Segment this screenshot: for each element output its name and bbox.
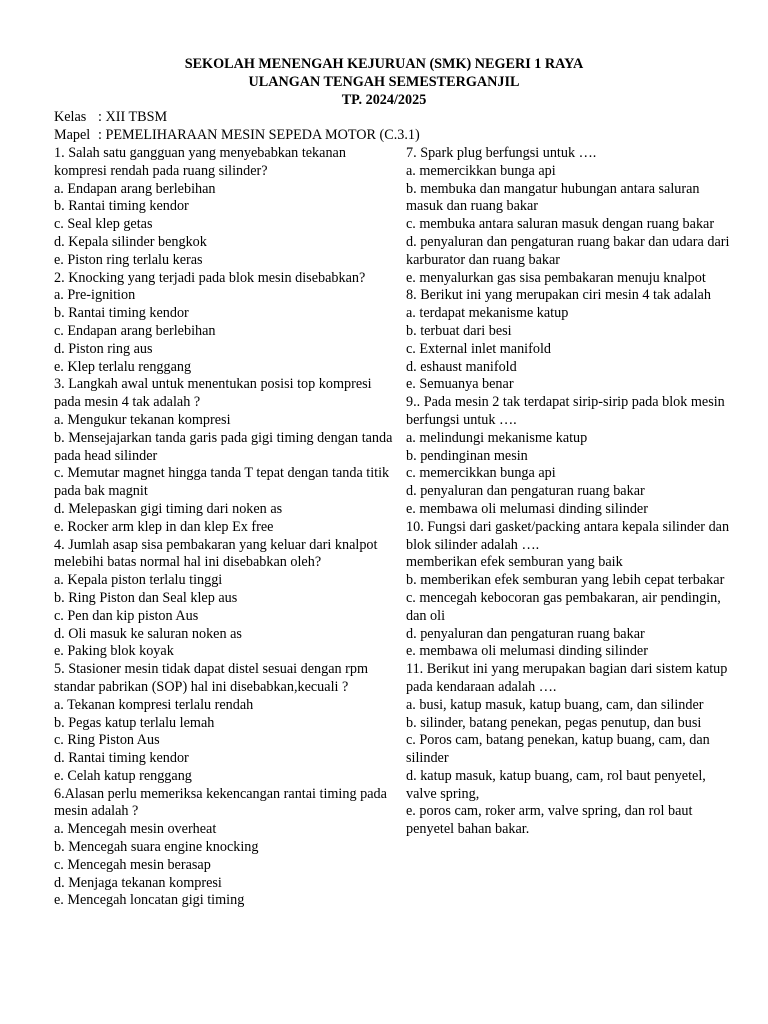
answer-option: a. melindungi mekanisme katup [406,429,588,446]
question-stem: 2. Knocking yang terjadi pada blok mesin disebabkan? [54,269,366,286]
question-stem: 6.Alasan perlu memeriksa kekencangan rantai timing pada mesin adalah ? [54,785,387,820]
answer-option: b. Rantai timing kendor [54,198,189,215]
answer-option: a. Pre-ignition [54,287,136,304]
answer-option: b. Ring Piston dan Seal klep aus [54,589,238,606]
right-question-column [406,145,732,839]
answer-option: d. Menjaga tekanan kompresi [54,874,222,891]
answer-option: e. membawa oli melumasi dinding silinder [406,643,648,660]
answer-option: a. Mengukur tekanan kompresi [54,411,231,428]
answer-option: e. Piston ring terlalu keras [54,251,203,268]
answer-option: e. menyalurkan gas sisa pembakaran menuju knalpot [406,269,706,286]
school-name: SEKOLAH MENENGAH KEJURUAN (SMK) NEGERI 1 RAYA [184,56,584,72]
mapel-value: : PEMELIHARAAN MESIN SEPEDA MOTOR (C.3.1) [98,126,420,143]
answer-option: c. Pen dan kip piston Aus [54,607,199,624]
answer-option: b. Rantai timing kendor [54,305,189,322]
answer-option: e. Klep terlalu renggang [54,358,192,375]
answer-option: d. penyaluran dan pengaturan ruang bakar [406,625,645,642]
question-item [406,661,732,839]
school-year: TP. 2024/2025 [341,91,427,108]
question-stem: 5. Stasioner mesin tidak dapat distel sesuai dengan rpm standar pabrikan (SOP) hal ini disebabkan,kecuali ? [54,661,369,695]
answer-option: a. Endapan arang berlebihan [54,180,216,197]
kelas-label: Kelas [54,109,87,125]
answer-option: c. Endapan arang berlebihan [54,322,216,339]
question-stem: 9.. Pada mesin 2 tak terdapat sirip-sirip pada blok mesin berfungsi untuk …. [406,394,725,428]
answer-option: a. Kepala piston terlalu tinggi [54,572,223,589]
answer-option: b. terbuat dari besi [406,322,512,339]
answer-option: d. Piston ring aus [54,340,153,357]
answer-option: e. Semuanya benar [406,376,514,393]
answer-option: c. Seal klep getas [54,216,153,233]
answer-option: a. terdapat mekanisme katup [406,305,569,322]
question-item [54,145,394,270]
mapel-label: Mapel [54,126,91,143]
answer-option: e. Mencegah loncatan gigi timing [54,892,245,909]
document-header [0,56,768,109]
mapel-row [54,127,734,145]
answer-option: b. membuka dan mangatur hubungan antara saluran masuk dan ruang bakar [406,180,700,215]
question-item [54,786,394,911]
exam-meta [54,109,734,145]
answer-option: a. Tekanan kompresi terlalu rendah [54,696,254,713]
question-item [54,376,394,536]
answer-option: d. eshaust manifold [406,358,517,375]
question-item [54,537,394,662]
answer-option: b. silinder, batang penekan, pegas penutup, dan busi [406,714,702,731]
answer-option: c. memercikkan bunga api [406,465,556,482]
kelas-value: : XII TBSM [98,109,168,125]
answer-option: c. Memutar magnet hingga tanda T tepat dengan tanda titik pada bak magnit [54,465,390,500]
answer-option: d. penyaluran dan pengaturan ruang bakar dan udara dari karburator dan ruang bakar [406,233,730,268]
answer-option: e. Celah katup renggang [54,767,192,784]
question-item [406,145,732,287]
question-item [54,270,394,377]
question-item [406,394,732,519]
answer-option: e. Rocker arm klep in dan klep Ex free [54,518,274,535]
exam-title: ULANGAN TENGAH SEMESTERGANJIL [248,73,520,90]
left-question-column [54,145,394,910]
answer-option: b. memberikan efek semburan yang lebih cepat terbakar [406,572,725,589]
answer-option: c. Poros cam, batang penekan, katup buang, cam, dan silinder [406,732,710,767]
answer-option: c. Mencegah mesin berasap [54,856,211,873]
answer-option: d. Oli masuk ke saluran noken as [54,625,242,642]
question-stem: 7. Spark plug berfungsi untuk …. [406,145,597,161]
question-stem: 10. Fungsi dari gasket/packing antara kepala silinder dan blok silinder adalah …. [406,518,730,553]
answer-option: a. Mencegah mesin overheat [54,821,217,838]
answer-option: d. Rantai timing kendor [54,750,189,767]
question-item [54,661,394,786]
answer-option: d. katup masuk, katup buang, cam, rol baut penyetel, valve spring, [406,767,706,802]
answer-option: b. Mencegah suara engine knocking [54,839,259,856]
answer-option: d. penyaluran dan pengaturan ruang bakar [406,483,645,500]
answer-option: c. External inlet manifold [406,340,551,357]
answer-option: b. Mensejajarkan tanda garis pada gigi timing dengan tanda pada head silinder [54,429,393,464]
question-stem: 3. Langkah awal untuk menentukan posisi top kompresi pada mesin 4 tak adalah ? [54,376,372,411]
answer-option: memberikan efek semburan yang baik [406,554,623,571]
question-stem: 8. Berikut ini yang merupakan ciri mesin 4 tak adalah [406,287,711,304]
question-stem: 11. Berikut ini yang merupakan bagian dari sistem katup pada kendaraan adalah …. [406,661,728,695]
answer-option: c. Ring Piston Aus [54,732,160,749]
answer-option: d. Kepala silinder bengkok [54,233,207,250]
question-stem: 4. Jumlah asap sisa pembakaran yang keluar dari knalpot melebihi batas normal hal ini disebabkan oleh? [54,536,378,571]
answer-option: c. membuka antara saluran masuk dengan ruang bakar [406,216,715,233]
answer-option: a. busi, katup masuk, katup buang, cam, dan silinder [406,696,704,713]
answer-option: e. poros cam, roker arm, valve spring, dan rol baut penyetel bahan bakar. [406,803,693,838]
question-item [406,519,732,661]
kelas-row [54,109,734,127]
answer-option: b. Pegas katup terlalu lemah [54,714,215,731]
answer-option: a. memercikkan bunga api [406,162,556,179]
answer-option: e. Paking blok koyak [54,643,174,660]
answer-option: d. Melepaskan gigi timing dari noken as [54,500,283,517]
question-stem: 1. Salah satu gangguan yang menyebabkan tekanan kompresi rendah pada ruang silinder? [54,145,346,179]
answer-option: c. mencegah kebocoran gas pembakaran, air pendingin, dan oli [406,589,721,624]
question-item [406,287,732,394]
answer-option: b. pendinginan mesin [406,447,528,464]
answer-option: e. membawa oli melumasi dinding silinder [406,500,648,517]
